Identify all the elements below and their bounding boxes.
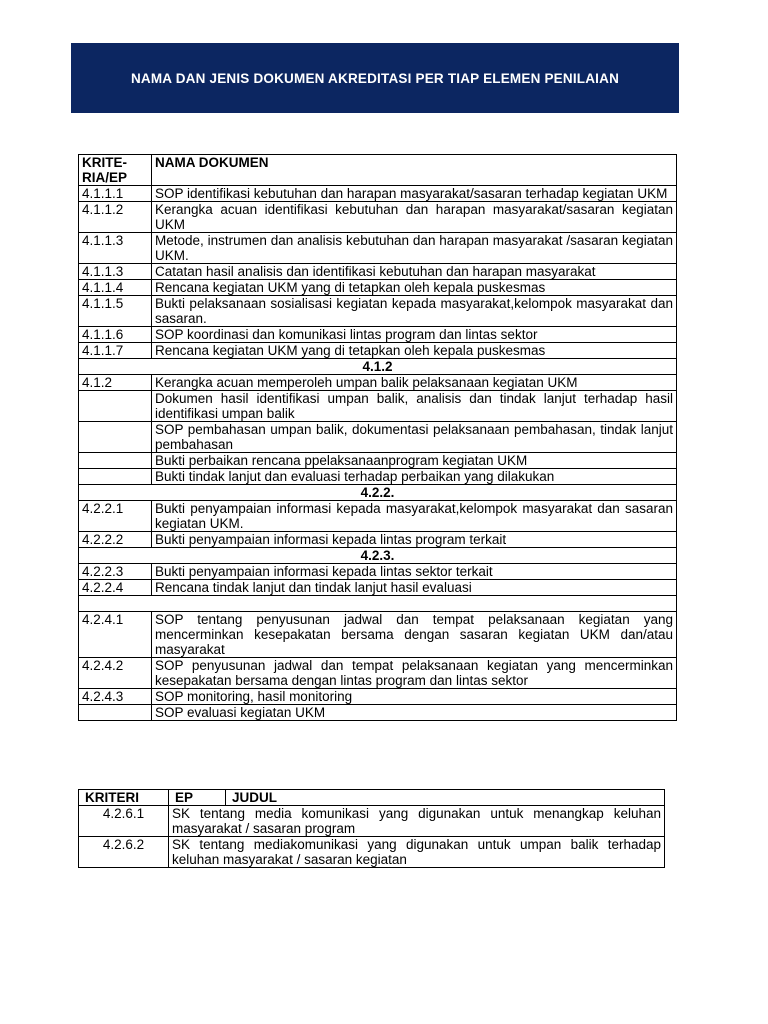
document-title: NAMA DAN JENIS DOKUMEN AKREDITASI PER TIAP ELEMEN PENILAIAN [130, 70, 620, 86]
document-title-banner [71, 43, 679, 113]
table-row [79, 233, 677, 264]
row-code: 4.2.2.3 [79, 564, 152, 580]
row-code: 4.1.1.3 [79, 264, 152, 280]
row-code: 4.2.6.1 [79, 806, 169, 837]
row-code: 4.2.4.2 [79, 658, 152, 689]
table-row [79, 689, 677, 705]
section-label: 4.1.2 [79, 359, 677, 375]
row-code [79, 469, 152, 485]
row-code: 4.1.1.4 [79, 280, 152, 296]
header-nama-dokumen: NAMA DOKUMEN [152, 155, 677, 186]
row-doc: Kerangka acuan memperoleh umpan balik pelaksanaan kegiatan UKM [152, 375, 677, 391]
header-kriteria: KRITE- RIA/EP [79, 155, 152, 186]
table-row [79, 837, 665, 868]
row-doc: SOP penyusunan jadwal dan tempat pelaksanaan kegiatan yang mencerminkan kesepakatan bersama dengan lintas program dan lintas sektor [152, 658, 677, 689]
section-row [79, 485, 677, 501]
table-row [79, 343, 677, 359]
row-code: 4.2.2.2 [79, 532, 152, 548]
row-code: 4.2.2.4 [79, 580, 152, 596]
row-code: 4.2.2.1 [79, 501, 152, 532]
row-code: 4.1.2 [79, 375, 152, 391]
row-doc: Bukti tindak lanjut dan evaluasi terhadap perbaikan yang dilakukan [152, 469, 677, 485]
table-row [79, 296, 677, 327]
header-ep: EP [169, 790, 226, 806]
row-doc: Bukti perbaikan rencana ppelaksanaanprogram kegiatan UKM [152, 453, 677, 469]
row-doc: SOP evaluasi kegiatan UKM [152, 705, 677, 721]
table-row [79, 186, 677, 202]
table-row [79, 453, 677, 469]
row-doc: SOP tentang penyusunan jadwal dan tempat pelaksanaan kegiatan yang mencerminkan kesepakatan bersama dengan sasaran kegiatan UKM dan/atau masyarakat [152, 612, 677, 658]
row-code: 4.1.1.5 [79, 296, 152, 327]
header-judul: JUDUL [226, 790, 665, 806]
row-doc: Bukti penyampaian informasi kepada masyarakat,kelompok masyarakat dan sasaran kegiatan UKM. [152, 501, 677, 532]
row-code: 4.2.6.2 [79, 837, 169, 868]
row-code [79, 391, 152, 422]
table-row [79, 264, 677, 280]
section-row [79, 359, 677, 375]
row-code: 4.1.1.7 [79, 343, 152, 359]
row-doc: SOP monitoring, hasil monitoring [152, 689, 677, 705]
row-doc: SOP koordinasi dan komunikasi lintas program dan lintas sektor [152, 327, 677, 343]
table-row [79, 202, 677, 233]
table-row [79, 280, 677, 296]
row-doc: Bukti pelaksanaan sosialisasi kegiatan kepada masyarakat,kelompok masyarakat dan sasaran. [152, 296, 677, 327]
table-row [79, 501, 677, 532]
row-doc: Metode, instrumen dan analisis kebutuhan dan harapan masyarakat /sasaran kegiatan UKM. [152, 233, 677, 264]
row-doc: SK tentang media komunikasi yang digunakan untuk menangkap keluhan masyarakat / sasaran program [169, 806, 665, 837]
row-doc: Dokumen hasil identifikasi umpan balik, analisis dan tindak lanjut terhadap hasil identifikasi umpan balik [152, 391, 677, 422]
document-list-table [78, 154, 677, 721]
row-doc: SK tentang mediakomunikasi yang digunakan untuk umpan balik terhadap keluhan masyarakat / sasaran kegiatan [169, 837, 665, 868]
row-code [79, 422, 152, 453]
row-doc: Rencana kegiatan UKM yang di tetapkan oleh kepala puskesmas [152, 343, 677, 359]
table-row [79, 806, 665, 837]
row-code [79, 453, 152, 469]
table-row [79, 532, 677, 548]
sk-table [78, 789, 665, 868]
row-doc: Catatan hasil analisis dan identifikasi kebutuhan dan harapan masyarakat [152, 264, 677, 280]
row-code: 4.1.1.3 [79, 233, 152, 264]
row-doc: Bukti penyampaian informasi kepada lintas sektor terkait [152, 564, 677, 580]
row-doc: SOP identifikasi kebutuhan dan harapan masyarakat/sasaran terhadap kegiatan UKM [152, 186, 677, 202]
table-row [79, 580, 677, 596]
row-doc: Rencana tindak lanjut dan tindak lanjut hasil evaluasi [152, 580, 677, 596]
row-code: 4.1.1.1 [79, 186, 152, 202]
table-row [79, 612, 677, 658]
table-row [79, 705, 677, 721]
row-code: 4.2.4.1 [79, 612, 152, 658]
table-row [79, 391, 677, 422]
section-row [79, 548, 677, 564]
table-row [79, 658, 677, 689]
header-kriteri: KRITERI [79, 790, 169, 806]
section-label: 4.2.3. [79, 548, 677, 564]
row-code: 4.1.1.2 [79, 202, 152, 233]
row-doc: Rencana kegiatan UKM yang di tetapkan oleh kepala puskesmas [152, 280, 677, 296]
table-header-row [79, 155, 677, 186]
empty-row [79, 596, 677, 612]
table-row [79, 422, 677, 453]
table-row [79, 375, 677, 391]
table-row [79, 469, 677, 485]
row-code: 4.1.1.6 [79, 327, 152, 343]
section-label: 4.2.2. [79, 485, 677, 501]
table-row [79, 564, 677, 580]
table-header-row [79, 790, 665, 806]
empty-cell [79, 596, 677, 612]
row-doc: Bukti penyampaian informasi kepada lintas program terkait [152, 532, 677, 548]
row-code [79, 705, 152, 721]
row-code: 4.2.4.3 [79, 689, 152, 705]
row-doc: SOP pembahasan umpan balik, dokumentasi pelaksanaan pembahasan, tindak lanjut pembahasan [152, 422, 677, 453]
row-doc: Kerangka acuan identifikasi kebutuhan dan harapan masyarakat/sasaran kegiatan UKM [152, 202, 677, 233]
table-row [79, 327, 677, 343]
